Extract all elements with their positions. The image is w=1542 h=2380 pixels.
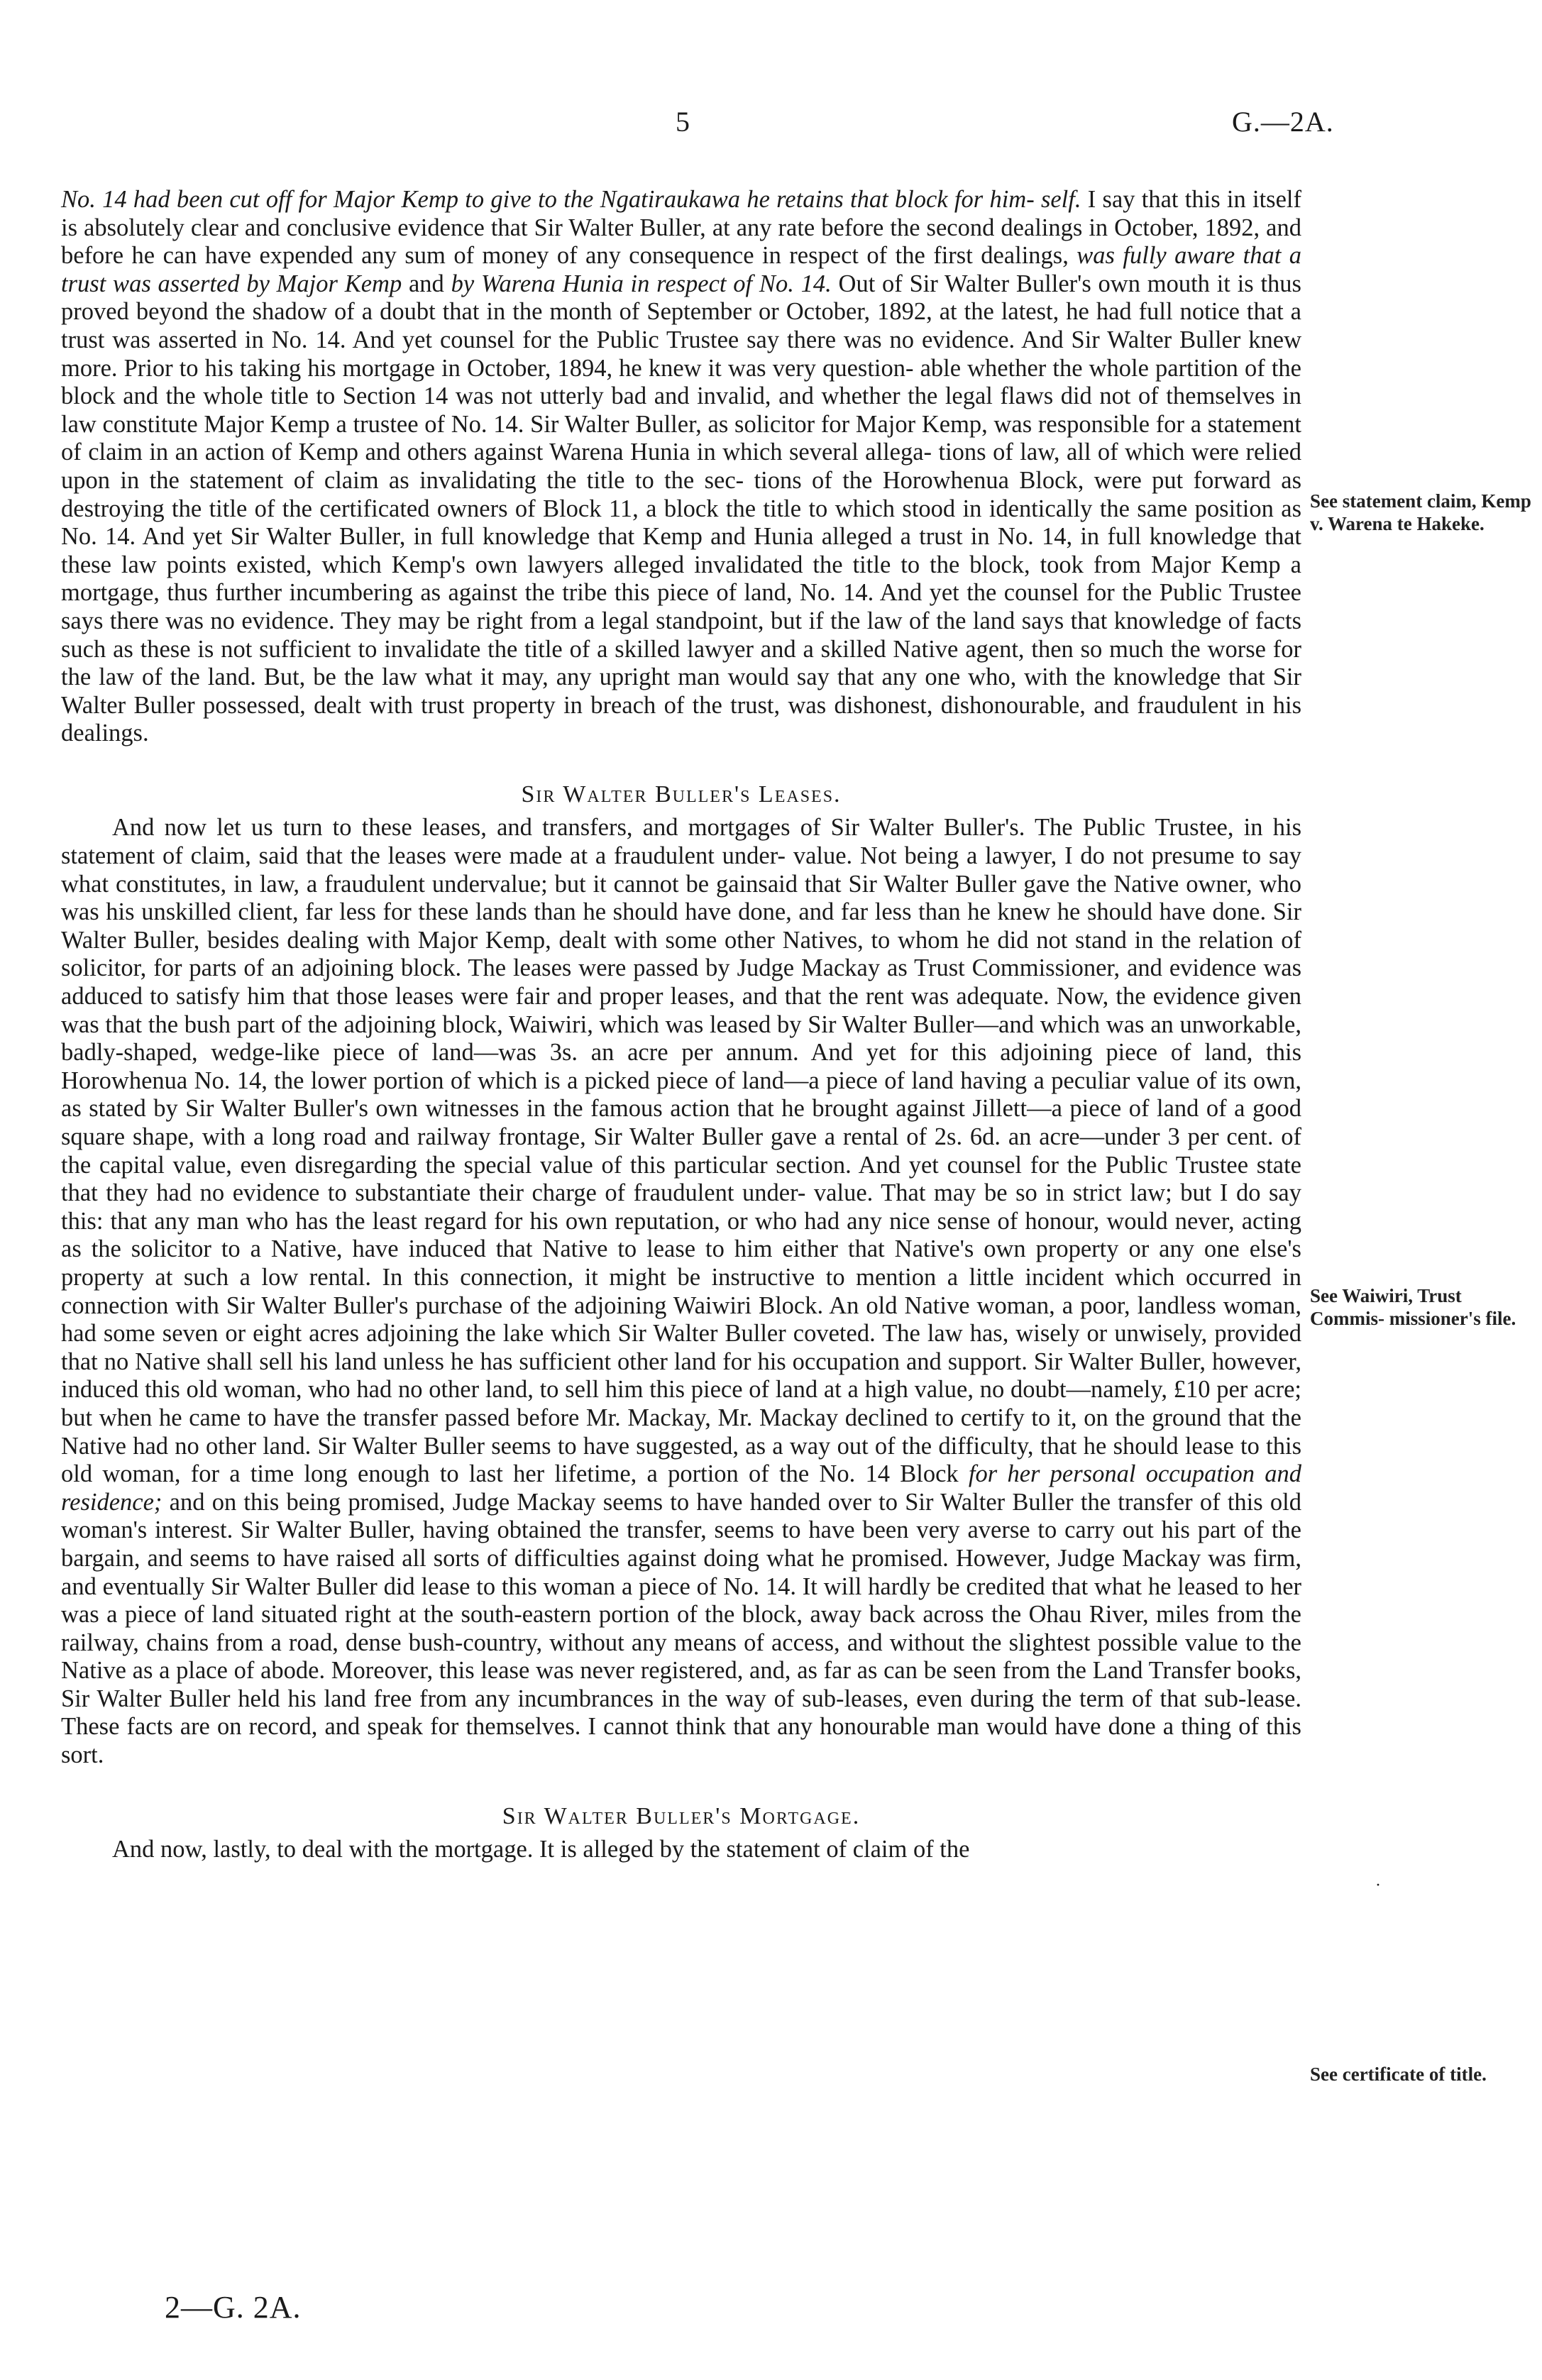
- text-run: And now, lastly, to deal with the mortgage. It is alleged by the statement of claim of the: [112, 1836, 970, 1863]
- paragraph-3: [61, 1836, 1301, 1864]
- text-run: and: [402, 270, 451, 297]
- margin-note-waiwiri: See Waiwiri, Trust Commis- missioner's file.: [1310, 1285, 1516, 1329]
- section-heading-leases: Sir Walter Buller's Leases.: [521, 781, 842, 808]
- text-run: Out of Sir Walter Buller's own mouth it is thus proved beyond the shadow of a doubt that in the month of September or October, 1892, at the latest, he had full notice that a trust was asserted in No. 14. And yet counsel for the Public Trustee say there was no evidence. And Sir Walter Buller knew more. Prior to his taking his mortgage in October, 1894, he knew it was very question- able whether the whole partition of the block and the whole title to Section 14 was not utterly bad and invalid, and whether the legal flaws did not of themselves in law constitute Major Kemp a trustee of No. 14. Sir Walter Buller, as solicitor for Major Kemp, was responsible for a statement of claim in an action of Kemp and others against Warena Hunia in which several allega- tions of law, all of which were relied upon in the statement of claim as invalidating the title to the sec- tions of the Horowhenua Block, were put forward as destroying the title of the certificated owners of Block 11, a block the title to which stood in identically the same position as No. 14. And yet Sir Walter Buller, in full knowledge that Kemp and Hunia alleged a trust in No. 14, in full knowledge that these law points existed, which Kemp's own lawyers alleged invalidated the title to the block, took from Major Kemp a mortgage, thus further incumbering as against the tribe this piece of land, No. 14. And yet the counsel for the Public Trustee says there was no evidence. They may be right from a legal standpoint, but if the law of the land says that knowledge of facts such as these is not sufficient to invalidate the title of a skilled lawyer and a skilled Native agent, then so much the worse for the law of the land. But, be the law what it may, any upright man would say that any one who, with the knowledge that Sir Walter Buller possessed, dealt with trust property in breach of the trust, was dishonest, dishonourable, and fraudulent in his dealings.: [61, 270, 1301, 747]
- italic-phrase: by Warena Hunia in respect of No. 14.: [451, 270, 832, 297]
- document-reference: G.—2A.: [1232, 106, 1334, 138]
- margin-note-statement-claim: See statement claim, Kemp v. Warena te Hakeke.: [1310, 490, 1531, 534]
- main-text-column: [61, 186, 1301, 1864]
- italic-phrase: for her personal occupation and residence;: [61, 1460, 1301, 1516]
- margin-dot: ·: [1375, 1876, 1381, 1895]
- text-run: and on this being promised, Judge Mackay seems to have handed over to Sir Walter Buller the transfer of this old woman's interest. Sir Walter Buller, having obtained the transfer, seems to have been very averse to carry out his part of the bargain, and seems to have raised all sorts of difficulties against doing what he promised. However, Judge Mackay was firm, and eventually Sir Walter Buller did lease to this woman a piece of No. 14. It will hardly be credited that what he leased to her was a piece of land situated right at the south-eastern portion of the block, away back across the Ohau River, miles from the railway, chains from a road, dense bush-country, without any means of access, and without the slightest possible value to the Native as a place of abode. Moreover, this lease was never registered, and, as far as can be seen from the Land Transfer books, Sir Walter Buller held his land free from any incumbrances in the way of sub-leases, even during the term of that sub-lease. These facts are on record, and speak for themselves. I cannot think that any honourable man would have done a thing of this sort.: [61, 1488, 1301, 1769]
- section-heading-mortgage: Sir Walter Buller's Mortgage.: [502, 1802, 861, 1829]
- text-run: I say that this in itself is absolutely clear and conclusive evidence that Sir Walter Buller, at any rate before the second dealings in October, 1892, and before he can have expended any sum of money of any consequence in respect of the first dealings,: [61, 186, 1301, 270]
- italic-phrase: No. 14 had been cut off for Major Kemp to give to the Ngatiraukawa he retains that block for him- self.: [61, 186, 1081, 213]
- italic-phrase: was fully aware that a trust was asserted by Major Kemp: [61, 242, 1301, 297]
- printer-signature: 2—G. 2A.: [165, 2290, 302, 2325]
- margin-note-certificate: See certificate of title.: [1310, 2064, 1487, 2085]
- text-run: And now let us turn to these leases, and transfers, and mortgages of Sir Walter Buller's. The Public Trustee, in his statement of claim, said that the leases were made at a fraudulent under- value. Not being a lawyer, I do not presume to say what constitutes, in law, a fraudulent undervalue; but it cannot be gainsaid that Sir Walter Buller gave the Native owner, who was his unskilled client, far less for these lands than he should have done, and far less than he knew he should have done. Sir Walter Buller, besides dealing with Major Kemp, dealt with some other Natives, to whom he did not stand in the relation of solicitor, for parts of an adjoining block. The leases were passed by Judge Mackay as Trust Commissioner, and evidence was adduced to satisfy him that those leases were fair and proper leases, and that the rent was adequate. Now, the evidence given was that the bush part of the adjoining block, Waiwiri, which was leased by Sir Walter Buller—and which was an unworkable, badly-shaped, wedge-like piece of land—was 3s. an acre per annum. And yet for this adjoining piece of land, this Horowhenua No. 14, the lower portion of which is a picked piece of land—a piece of land having a peculiar value of its own, as stated by Sir Walter Buller's own witnesses in the famous action that he brought against Jillett—a piece of land of a good square shape, with a long road and railway frontage, Sir Walter Buller gave a rental of 2s. 6d. an acre—under 3 per cent. of the capital value, even disregarding the special value of this particular section. And yet counsel for the Public Trustee state that they had no evidence to substantiate their charge of fraudulent under- value. That may be so in strict law; but I do say this: that any man who has the least regard for his own reputation, or who had any nice sense of honour, would never, acting as the solicitor to a Native, have induced that Native to lease to him either that Native's own property or any one else's property at such a low rental. In this connection, it might be instructive to mention a little incident which occurred in connection with Sir Walter Buller's purchase of the adjoining Waiwiri Block. An old Native woman, a poor, landless woman, had some seven or eight acres adjoining the lake which Sir Walter Buller coveted. The law has, wisely or unwisely, provided that no Native shall sell his land unless he has sufficient other land for his occupation and support. Sir Walter Buller, however, induced this old woman, who had no other land, to sell him this piece of land at a high value, no doubt—namely, £10 per acre; but when he came to have the transfer passed before Mr. Mackay, Mr. Mackay declined to certify to it, on the ground that the Native had no other land. Sir Walter Buller seems to have suggested, as a way out of the difficulty, that he should lease to this old woman, for a time long enough to last her lifetime, a portion of the No. 14 Block: [61, 814, 1301, 1488]
- page-number: 5: [676, 106, 690, 138]
- paragraph-2: [61, 814, 1301, 1769]
- paragraph-1: [61, 186, 1301, 748]
